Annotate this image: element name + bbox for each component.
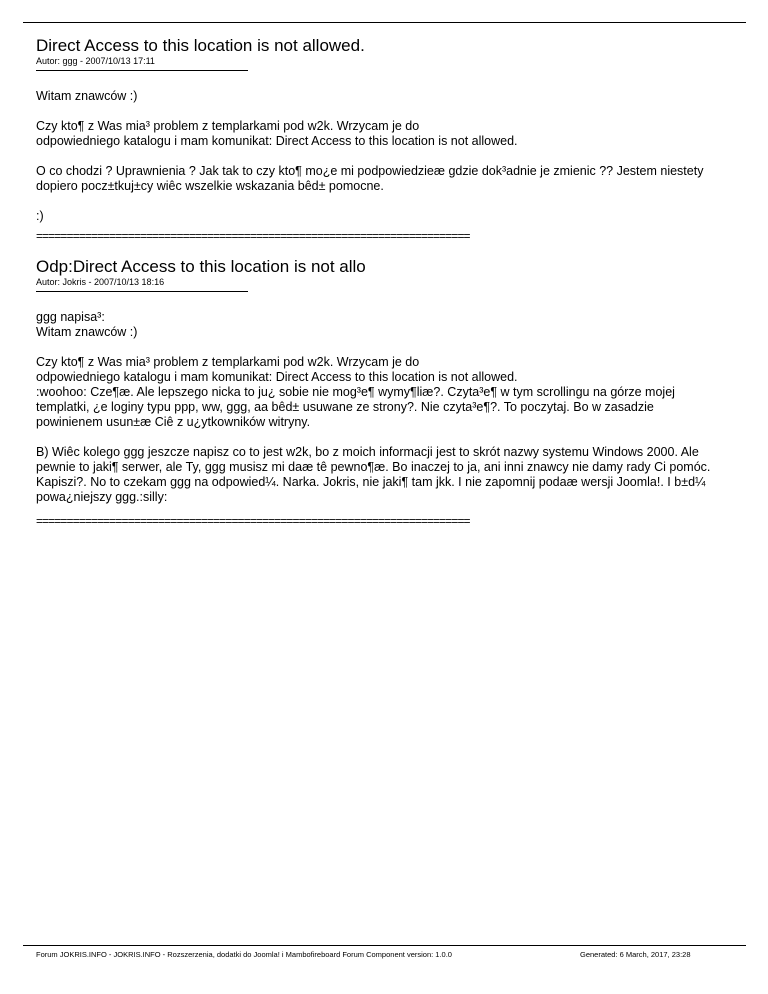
post-body [36,310,736,505]
post-author-meta: Autor: Jokris - 2007/10/13 18:16 [36,277,165,287]
post-paragraph [36,164,736,194]
text-line: odpowiedniego katalogu i mam komunikat: Direct Access to this location is not allowed. [36,134,518,148]
text-line: Witam znawców :) [36,325,138,339]
post-paragraph [36,209,736,224]
text-line: powinienem usun±æ Ciê z u¿ytkowników witryny. [36,415,311,429]
text-line: powa¿niejszy ggg.:silly: [36,490,168,504]
forum-post [36,36,736,241]
post-paragraph [36,310,736,340]
text-line: :woohoo: Cze¶æ. Ale lepszego nicka to ju¿ sobie nie mog³e¶ wymy¶liæ?. Czyta³e¶ w tym scrollingu na górze mojej [36,385,675,399]
post-paragraph [36,119,736,149]
post-title: Odp:Direct Access to this location is not allo [36,257,366,276]
post-separator: ======================================================================= [36,231,470,241]
post-title: Direct Access to this location is not allowed. [36,36,365,55]
post-paragraph [36,355,736,430]
text-line: pewnie to jaki¶ serwer, ale Ty, ggg musisz mi daæ tê pewno¶æ. Bo inaczej to ja, ani inni znawcy nie damy rady Ci pomóc. [36,460,711,474]
text-line: :) [36,209,44,223]
text-line: B) Wiêc kolego ggg jeszcze napisz co to jest w2k, bo z moich informacji jest to skrót nazwy systemu Windows 2000. Ale [36,445,699,459]
footer-source: Forum JOKRIS.INFO - JOKRIS.INFO - Rozszerzenia, dodatki do Joomla! i Mambo​fireboard Forum Component version: 1.0.0 [36,950,452,959]
text-line: dopiero pocz±tkuj±cy wiêc wszelkie wskazania bêd± pomocne. [36,179,384,193]
post-separator: ======================================================================= [36,516,470,526]
forum-post [36,257,736,526]
text-line: Czy kto¶ z Was mia³ problem z templarkami pod w2k. Wrzycam je do [36,119,420,133]
text-line: ggg napisa³: [36,310,105,324]
text-line: Witam znawców :) [36,89,138,103]
post-title-underline [36,70,248,71]
post-paragraph [36,445,736,505]
text-line: odpowiedniego katalogu i mam komunikat: Direct Access to this location is not allowed. [36,370,518,384]
footer-rule [23,945,746,946]
top-rule [23,22,746,23]
post-title-underline [36,291,248,292]
text-line: Kapiszi?. No to czekam ggg na odpowied¼. Narka. Jokris, nie jaki¶ tam jkk. I nie zapomnij podaæ wersji Joomla!. I b±d¼ [36,475,706,489]
post-body [36,89,736,224]
text-line: O co chodzi ? Uprawnienia ? Jak tak to czy kto¶ mo¿e mi podpowiedzieæ gdzie dok³adnie je zmienic ?? Jestem niestety [36,164,704,178]
post-author-meta: Autor: ggg - 2007/10/13 17:11 [36,56,155,66]
footer-generated: Generated: 6 March, 2017, 23:28 [580,950,691,959]
text-line: Czy kto¶ z Was mia³ problem z templarkami pod w2k. Wrzycam je do [36,355,420,369]
text-line: templatki, ¿e loginy typu ppp, ww, ggg, aa bêd± usuwane ze strony?. Nie czyta³e¶?. To poczytaj. Bo w zasadzie [36,400,654,414]
post-paragraph [36,89,736,104]
